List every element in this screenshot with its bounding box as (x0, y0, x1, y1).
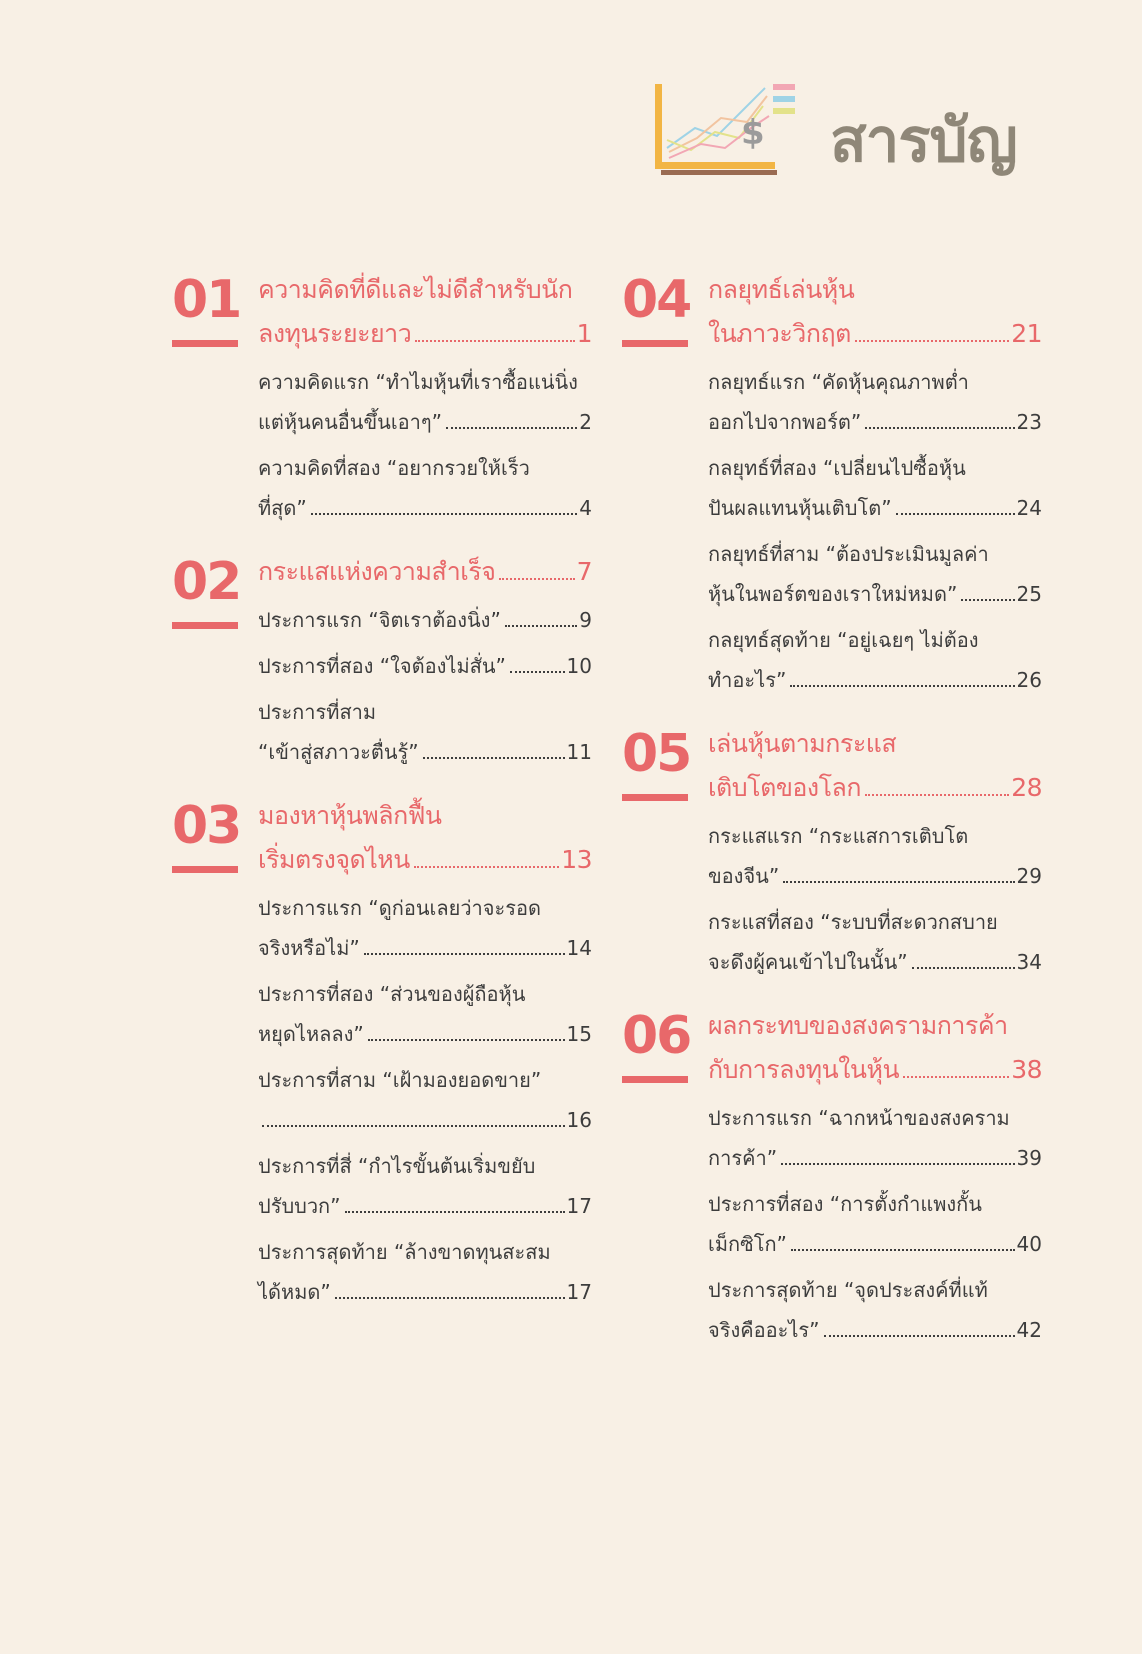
chapter-number: 06 (622, 1006, 691, 1066)
entry-line (708, 816, 1042, 856)
entry-text: กลยุทธ์สุดท้าย “อยู่เฉยๆ ไม่ต้อง (708, 628, 979, 652)
section-title-line (708, 766, 1042, 810)
toc-entry[interactable] (708, 1098, 1042, 1178)
chapter-title[interactable] (708, 268, 1042, 356)
entry-text: กลยุทธ์ที่สอง “เปลี่ยนไปซื้อหุ้น (708, 456, 966, 480)
entry-text: ที่สุด” (258, 496, 307, 520)
page-number: 1 (576, 319, 592, 348)
entry-text: กลยุทธ์แรก “คัดหุ้นคุณภาพต่ำ (708, 370, 969, 394)
entry-line (258, 1014, 592, 1054)
page-number: 4 (579, 496, 592, 520)
toc-left-column (172, 268, 592, 1334)
page-number: 26 (1016, 668, 1042, 692)
entry-text: ประการที่สาม (258, 700, 377, 724)
toc-entry[interactable] (258, 448, 592, 528)
page-number: 40 (1016, 1232, 1042, 1256)
entry-text: ปรับบวก” (258, 1194, 341, 1218)
entry-text: จะดึงผู้คนเข้าไปในนั้น” (708, 950, 908, 974)
section-title-text: กระแสแห่งความสำเร็จ (258, 557, 496, 586)
chapter-underline (622, 794, 688, 801)
toc-entry[interactable] (258, 1060, 592, 1140)
entry-line (708, 1310, 1042, 1350)
chapter-underline (172, 340, 238, 347)
toc-entry[interactable] (708, 902, 1042, 982)
chapter-title[interactable] (708, 722, 1042, 810)
entry-line (258, 1060, 592, 1100)
toc-entry[interactable] (258, 600, 592, 640)
entry-line (708, 620, 1042, 660)
section-title-line (708, 312, 1042, 356)
entry-line (708, 402, 1042, 442)
toc-entry[interactable] (708, 448, 1042, 528)
toc-entry[interactable] (708, 816, 1042, 896)
dot-leader (262, 1125, 565, 1127)
stock-chart-dollar-icon (655, 78, 810, 178)
dot-leader (912, 967, 1015, 969)
chapter-underline (172, 866, 238, 873)
entry-line (708, 1138, 1042, 1178)
toc-entry[interactable] (258, 692, 592, 772)
chapter-section-04[interactable] (622, 268, 1042, 700)
entry-text: ประการที่สอง “ใจต้องไม่สั่น” (258, 654, 506, 678)
dot-leader (311, 513, 578, 515)
section-title-text: เล่นหุ้นตามกระแส (708, 729, 897, 758)
entry-line (258, 362, 592, 402)
page-number: 17 (566, 1194, 592, 1218)
section-title-line (258, 794, 592, 838)
chapter-number: 01 (172, 270, 241, 330)
dot-leader (855, 340, 1009, 342)
svg-text:$: $ (741, 113, 765, 153)
section-title-line (708, 1048, 1042, 1092)
section-title-text: มองหาหุ้นพลิกฟื้น (258, 801, 442, 830)
entry-text: เม็กซิโก” (708, 1232, 787, 1256)
entry-text: หยุดไหลลง” (258, 1022, 364, 1046)
toc-entry[interactable] (258, 362, 592, 442)
chapter-section-01[interactable] (172, 268, 592, 528)
page-number: 13 (561, 845, 592, 874)
entry-line (258, 1186, 592, 1226)
chapter-title[interactable] (258, 550, 592, 594)
section-title-line (708, 1004, 1042, 1048)
page-number: 42 (1016, 1318, 1042, 1342)
toc-entry[interactable] (258, 974, 592, 1054)
entry-text: ของจีน” (708, 864, 780, 888)
entry-text: ปันผลแทนหุ้นเติบโต” (708, 496, 892, 520)
entry-line (708, 1098, 1042, 1138)
entry-text: ทำอะไร” (708, 668, 787, 692)
entry-text: ประการแรก “ดูก่อนเลยว่าจะรอด (258, 896, 541, 920)
section-title-line (708, 722, 1042, 766)
entry-text: ออกไปจากพอร์ต” (708, 410, 862, 434)
dot-leader (781, 1163, 1014, 1165)
chapter-section-03[interactable] (172, 794, 592, 1312)
entry-text: ประการแรก “ฉากหน้าของสงคราม (708, 1106, 1010, 1130)
chapter-number: 05 (622, 724, 691, 784)
entry-text: การค้า” (708, 1146, 778, 1170)
chapter-section-06[interactable] (622, 1004, 1042, 1350)
dot-leader (499, 578, 574, 580)
toc-entry[interactable] (708, 620, 1042, 700)
entry-line (708, 660, 1042, 700)
section-title-text: ผลกระทบของสงครามการค้า (708, 1011, 1008, 1040)
entry-text: ประการแรก “จิตเราต้องนิ่ง” (258, 608, 501, 632)
dot-leader (903, 1076, 1009, 1078)
entry-text: ประการที่สาม “เฝ้ามองยอดขาย” (258, 1068, 542, 1092)
entry-line (708, 362, 1042, 402)
chapter-section-02[interactable] (172, 550, 592, 772)
section-title-text: ลงทุนระยะยาว (258, 319, 412, 348)
entry-line (258, 1232, 592, 1272)
toc-entry[interactable] (708, 1270, 1042, 1350)
entry-line (708, 1224, 1042, 1264)
entry-text: กลยุทธ์ที่สาม “ต้องประเมินมูลค่า (708, 542, 989, 566)
entry-text: กระแสแรก “กระแสการเติบโต (708, 824, 969, 848)
entry-line (258, 1272, 592, 1312)
toc-entry[interactable] (258, 1232, 592, 1312)
dot-leader (345, 1211, 565, 1213)
toc-entry[interactable] (708, 362, 1042, 442)
entry-text: “เข้าสู่สภาวะตื่นรู้” (258, 740, 419, 764)
dot-leader (896, 513, 1015, 515)
toc-entry[interactable] (258, 646, 592, 686)
section-title-text: กับการลงทุนในหุ้น (708, 1055, 900, 1084)
entry-line (258, 888, 592, 928)
dot-leader (368, 1039, 565, 1041)
page-number: 9 (579, 608, 592, 632)
chapter-title[interactable] (258, 794, 592, 882)
section-title-line (258, 550, 592, 594)
section-title-text: กลยุทธ์เล่นหุ้น (708, 275, 855, 304)
entry-text: หุ้นในพอร์ตของเราใหม่หมด” (708, 582, 958, 606)
section-title-text: ความคิดที่ดีและไม่ดีสำหรับนัก (258, 275, 573, 304)
entry-text: จริงหรือไม่” (258, 936, 360, 960)
entry-text: ความคิดที่สอง “อยากรวยให้เร็ว (258, 456, 530, 480)
dot-leader (446, 427, 577, 429)
entry-text: ประการที่สอง “การตั้งกำแพงกั้น (708, 1192, 982, 1216)
dot-leader (505, 625, 577, 627)
entry-line (258, 732, 592, 772)
toc-entry[interactable] (708, 1184, 1042, 1264)
entry-line (258, 402, 592, 442)
chapter-number: 02 (172, 552, 241, 612)
page-number: 38 (1011, 1055, 1042, 1084)
section-title-line (258, 268, 592, 312)
chapter-number: 04 (622, 270, 691, 330)
chapter-section-05[interactable] (622, 722, 1042, 982)
section-title-text: เติบโตของโลก (708, 773, 862, 802)
page-number: 17 (566, 1280, 592, 1304)
entry-line (708, 1184, 1042, 1224)
entry-text: จริงคืออะไร” (708, 1318, 820, 1342)
entry-text: ประการที่สี่ “กำไรขั้นต้นเริ่มขยับ (258, 1154, 536, 1178)
page-number: 21 (1011, 319, 1042, 348)
page-title: สารบัญ (830, 106, 1017, 176)
entry-line (258, 646, 592, 686)
entry-text: ประการที่สอง “ส่วนของผู้ถือหุ้น (258, 982, 526, 1006)
page-number: 39 (1016, 1146, 1042, 1170)
chapter-number: 03 (172, 796, 241, 856)
dot-leader (415, 340, 574, 342)
dot-leader (783, 881, 1014, 883)
toc-entry[interactable] (258, 888, 592, 968)
page-number: 34 (1016, 950, 1042, 974)
entry-line (708, 488, 1042, 528)
entry-line (258, 974, 592, 1014)
dot-leader (865, 794, 1009, 796)
entry-line (708, 1270, 1042, 1310)
entry-line (708, 902, 1042, 942)
entry-line (708, 574, 1042, 614)
dot-leader (335, 1297, 565, 1299)
page-number: 23 (1016, 410, 1042, 434)
page-number: 24 (1016, 496, 1042, 520)
section-title-line (258, 312, 592, 356)
chapter-underline (622, 340, 688, 347)
entry-line (258, 600, 592, 640)
dot-leader (961, 599, 1014, 601)
section-title-line (258, 838, 592, 882)
section-title-line (708, 268, 1042, 312)
page-number: 2 (579, 410, 592, 434)
header (655, 78, 1055, 188)
chapter-title[interactable] (708, 1004, 1042, 1092)
entry-line (708, 856, 1042, 896)
entry-text: แต่หุ้นคนอื่นขึ้นเอาๆ” (258, 410, 442, 434)
toc-entry[interactable] (708, 534, 1042, 614)
chapter-underline (622, 1076, 688, 1083)
dot-leader (790, 685, 1014, 687)
page-number: 25 (1016, 582, 1042, 606)
page-number: 16 (566, 1108, 592, 1132)
page-number: 11 (566, 740, 592, 764)
entry-text: ประการสุดท้าย “ล้างขาดทุนสะสม (258, 1240, 551, 1264)
dot-leader (510, 671, 565, 673)
dot-leader (414, 866, 559, 868)
entry-line (258, 1100, 592, 1140)
section-title-text: เริ่มตรงจุดไหน (258, 845, 410, 874)
entry-line (258, 1146, 592, 1186)
page-number: 29 (1016, 864, 1042, 888)
entry-line (258, 488, 592, 528)
entry-text: กระแสที่สอง “ระบบที่สะดวกสบาย (708, 910, 998, 934)
chapter-underline (172, 622, 238, 629)
page-number: 28 (1011, 773, 1042, 802)
chapter-title[interactable] (258, 268, 592, 356)
dot-leader (364, 953, 565, 955)
dot-leader (824, 1335, 1015, 1337)
page-number: 14 (566, 936, 592, 960)
entry-line (708, 942, 1042, 982)
page-number: 7 (576, 557, 592, 586)
entry-text: ประการสุดท้าย “จุดประสงค์ที่แท้ (708, 1278, 988, 1302)
dot-leader (423, 757, 565, 759)
dot-leader (791, 1249, 1015, 1251)
dot-leader (865, 427, 1014, 429)
page-number: 15 (566, 1022, 592, 1046)
toc-right-column (622, 268, 1042, 1372)
entry-line (708, 534, 1042, 574)
entry-text: ความคิดแรก “ทำไมหุ้นที่เราซื้อแน่นิ่ง (258, 370, 578, 394)
entry-text: ได้หมด” (258, 1280, 331, 1304)
page-number: 10 (566, 654, 592, 678)
entry-line (258, 692, 592, 732)
entry-line (258, 928, 592, 968)
entry-line (258, 448, 592, 488)
entry-line (708, 448, 1042, 488)
toc-entry[interactable] (258, 1146, 592, 1226)
section-title-text: ในภาวะวิกฤต (708, 319, 851, 348)
